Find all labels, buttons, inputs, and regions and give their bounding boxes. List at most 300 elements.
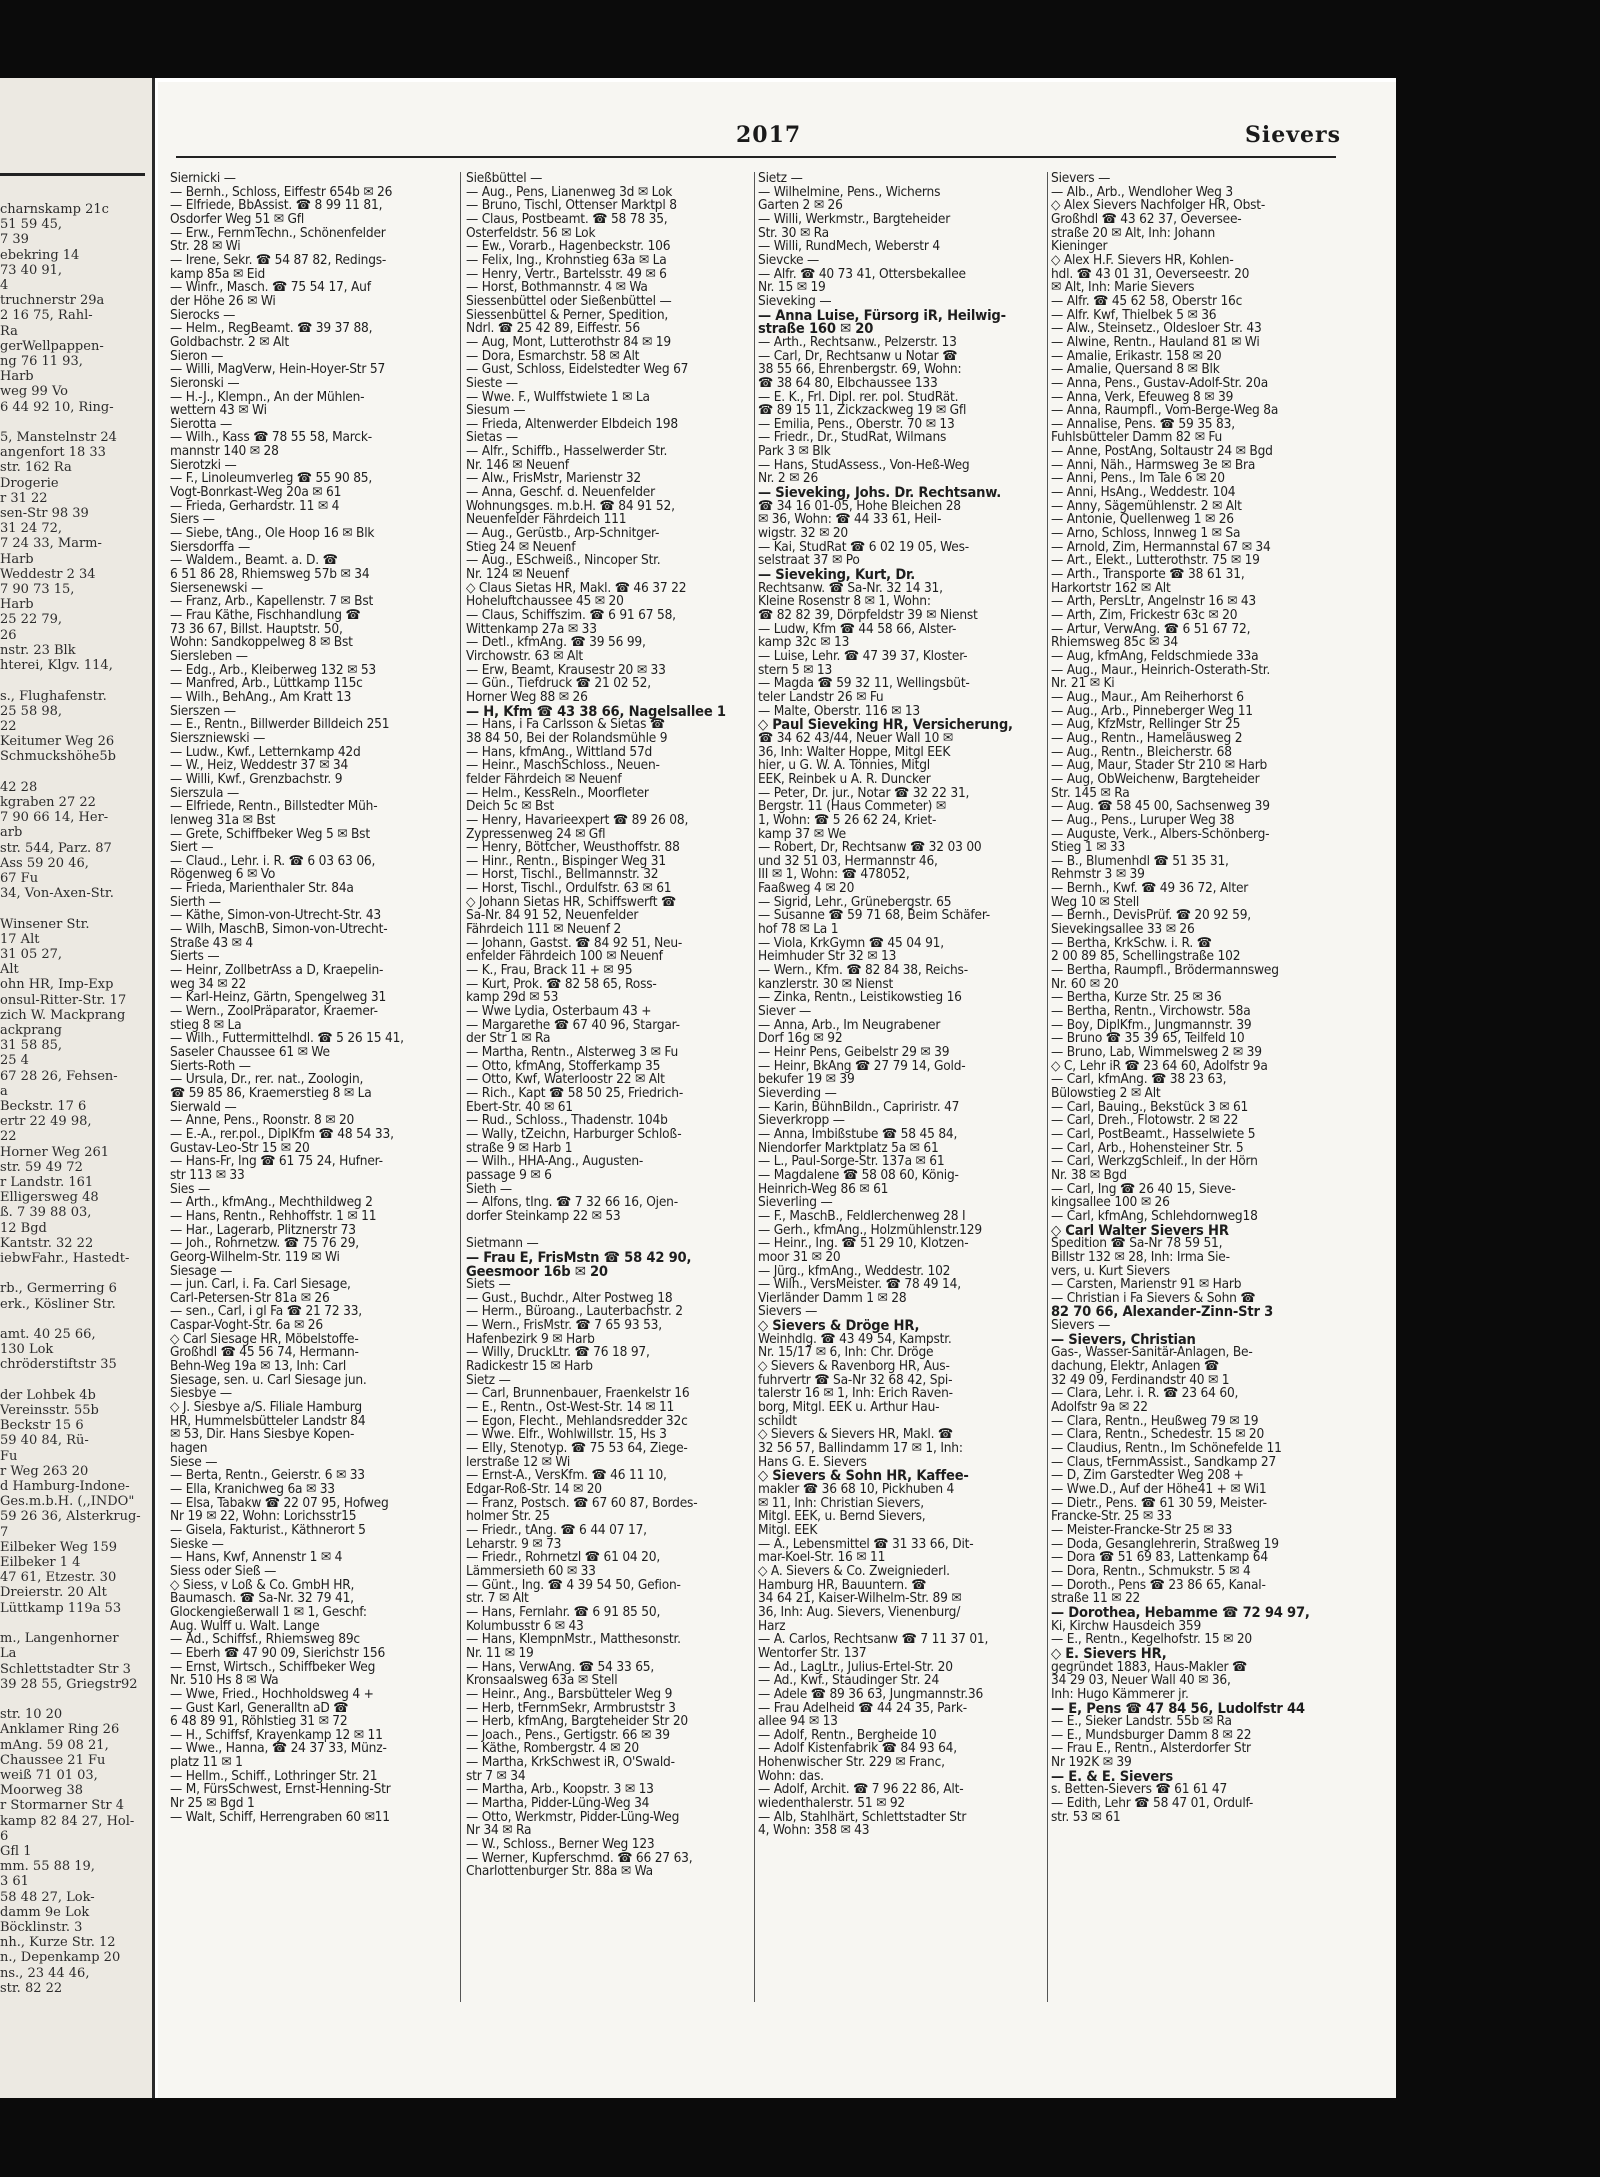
- directory-entry-line: straße 11 ✉ 22: [1051, 1590, 1141, 1607]
- directory-entry-line: Sieveking —: [758, 292, 832, 309]
- directory-entry-line: Dorf 16g ✉ 92: [758, 1030, 843, 1047]
- directory-entry-line: — Frau Adelheid ☎ 44 24 35, Park-: [758, 1699, 967, 1716]
- directory-entry-line: — Carl, WerkzgSchleif., In der Hörn: [1051, 1153, 1258, 1170]
- previous-page-line: nstr. 23 Blk: [0, 642, 76, 658]
- directory-entry-line: — Wilh., VersMeister. ☎ 78 49 14,: [758, 1276, 961, 1293]
- previous-page-line: damm 9e Lok: [0, 1904, 90, 1920]
- directory-entry-line: — E. K., Frl. Dipl. rer. pol. StudRät.: [758, 388, 959, 405]
- scan-border-bottom: [0, 2098, 1410, 2177]
- directory-entry-line: — Horst, Tischl., Bellmannstr. 32: [466, 866, 659, 883]
- directory-entry-line: — Carl, kfmAng. ☎ 38 23 63,: [1051, 1071, 1227, 1088]
- directory-entry-line: — Arno, Schloss, Innweg 1 ✉ Sa: [1051, 525, 1241, 542]
- directory-entry-line: vers, u. Kurt Sievers: [1051, 1262, 1170, 1279]
- directory-entry-line: Aug. Wulff u. Walt. Lange: [170, 1617, 320, 1634]
- previous-page-line: Moorweg 38: [0, 1783, 83, 1799]
- directory-entry-line: — Helm., KessReln., Moorfleter: [466, 784, 649, 801]
- previous-page-line: 7 90 66 14, Her-: [0, 810, 109, 826]
- directory-entry-line: Sievekingsallee 33 ✉ 26: [1051, 921, 1195, 938]
- directory-entry-line: — Frau Käthe, Fischhandlung ☎: [170, 607, 361, 623]
- directory-entry-line: — Wwe. Elfr., Wohlwillstr. 15, Hs 3: [466, 1426, 667, 1443]
- directory-entry-line: — Aug. ☎ 58 45 00, Sachsenweg 39: [1051, 798, 1270, 815]
- directory-entry-line: — Martha, Pidder-Lüng-Weg 34: [466, 1795, 650, 1812]
- directory-entry-line: mannstr 140 ✉ 28: [170, 443, 279, 460]
- directory-entry-line: — Ad., LagLtr., Julius-Ertel-Str. 20: [758, 1658, 953, 1675]
- previous-page-text: [0, 202, 150, 1996]
- directory-entry-line: Fährdeich 111 ✉ Neuenf 2: [466, 921, 622, 938]
- directory-entry-line: borg, Mitgl. EEK u. Arthur Hau-: [758, 1399, 940, 1416]
- directory-entry-line: Rögenweg 6 ✉ Vo: [170, 866, 276, 883]
- directory-entry-line: dachung, Elektr, Anlagen ☎: [1051, 1358, 1220, 1375]
- directory-entry-line: — Dorothea, Hebamme ☎ 72 94 97,: [1051, 1603, 1310, 1621]
- directory-entry-line: Faaßweg 4 ✉ 20: [758, 880, 855, 897]
- directory-entry-line: — Käthe, Rombergstr. 4 ✉ 20: [466, 1740, 640, 1757]
- previous-page-line: 6: [0, 1828, 9, 1844]
- previous-page-line: Harb: [0, 369, 34, 385]
- directory-entry-line: — Carl, kfmAng, Schlehdornweg18: [1051, 1207, 1258, 1224]
- directory-entry-line: ◇ Alex H.F. Sievers HR, Kohlen-: [1051, 251, 1234, 268]
- directory-entry-line: Siersleben —: [170, 647, 248, 664]
- directory-entry-line: — Doroth., Pens ☎ 23 86 65, Kanal-: [1051, 1576, 1266, 1593]
- directory-entry-line: — Hans, VerwAng. ☎ 54 33 65,: [466, 1658, 655, 1675]
- previous-page-line: m., Langenhorner: [0, 1631, 119, 1647]
- directory-entry-line: — Günt., Ing. ☎ 4 39 54 50, Gefion-: [466, 1576, 681, 1593]
- previous-page-line: mm. 55 88 19,: [0, 1859, 95, 1875]
- directory-entry-line: Nr. 2 ✉ 26: [758, 470, 819, 487]
- previous-page-line: Keitumer Weg 26: [0, 734, 115, 750]
- directory-entry-line: — Karin, BühnBildn., Capriristr. 47: [758, 1098, 960, 1115]
- previous-page-line: ebekring 14: [0, 247, 80, 263]
- previous-page-line: Winsener Str.: [0, 916, 90, 932]
- directory-entry-line: — Heinr., Ing. ☎ 51 29 10, Klotzen-: [758, 1235, 969, 1252]
- directory-entry-line: mar-Koel-Str. 16 ✉ 11: [758, 1549, 886, 1566]
- directory-entry-line: Mitgl. EEK: [758, 1521, 818, 1538]
- directory-entry-line: — Wwe. F., Wulffstwiete 1 ✉ La: [466, 388, 650, 405]
- directory-entry-line: 73 36 67, Billst. Hauptstr. 50,: [170, 620, 343, 637]
- directory-entry-line: — Bertha, Kurze Str. 25 ✉ 36: [1051, 989, 1222, 1006]
- directory-entry-line: — Frieda, Gerhardstr. 11 ✉ 4: [170, 497, 340, 514]
- directory-entry-line: — E, Pens ☎ 47 84 56, Ludolfstr 44: [1051, 1699, 1305, 1717]
- directory-entry-line: — Aug., Rentn., Bleicherstr. 68: [1051, 743, 1232, 760]
- directory-entry-line: — E., Sieker Landstr. 55b ✉ Ra: [1051, 1713, 1232, 1730]
- directory-entry-line: — Gisela, Fakturist., Käthnerort 5: [170, 1521, 366, 1538]
- directory-entry-line: makler ☎ 36 68 10, Pickhuben 4: [758, 1481, 955, 1497]
- directory-entry-line: Ebert-Str. 40 ✉ 61: [466, 1098, 573, 1115]
- directory-entry-line: — Zinka, Rentn., Leistikowstieg 16: [758, 989, 962, 1006]
- directory-entry-line: Kieninger: [1051, 238, 1108, 255]
- directory-entry-line: der Höhe 26 ✉ Wi: [170, 292, 276, 309]
- previous-page-line: Elligersweg 48: [0, 1190, 99, 1206]
- directory-entry-line: Siever —: [758, 1003, 811, 1020]
- directory-entry-line: — Erw, Beamt, Krausestr 20 ✉ 33: [466, 661, 666, 678]
- directory-entry-line: — Gust Karl, Generalltn aD ☎: [170, 1699, 349, 1716]
- directory-entry-line: — Kai, StudRat ☎ 6 02 19 05, Wes-: [758, 538, 969, 555]
- previous-page-line: s., Flughafenstr.: [0, 688, 107, 704]
- directory-entry-line: — Artur, VerwAng. ☎ 6 51 67 72,: [1051, 620, 1251, 637]
- directory-entry-line: stieg 8 ✉ La: [170, 1016, 242, 1033]
- directory-entry-line: Vogt-Bonrkast-Weg 20a ✉ 61: [170, 484, 342, 501]
- directory-entry-line: 38 55 66, Ehrenbergstr. 69, Wohn:: [758, 361, 962, 378]
- directory-entry-line: Großhdl ☎ 43 62 37, Oeversee-: [1051, 210, 1242, 227]
- directory-entry-line: 34 64 21, Kaiser-Wilhelm-Str. 89 ✉: [758, 1590, 962, 1607]
- previous-page-line: a: [0, 1083, 8, 1099]
- directory-entry-line: platz 11 ✉ 1: [170, 1754, 243, 1771]
- directory-entry-line: — Anna, Raumpfl., Vom-Berge-Weg 8a: [1051, 402, 1279, 419]
- directory-entry-line: — Hinr., Rentn., Bispinger Weg 31: [466, 852, 666, 869]
- directory-entry-line: Siessenbüttel & Perner, Spedition,: [466, 306, 669, 323]
- previous-page-line: 25 4: [0, 1053, 29, 1069]
- directory-entry-line: — B., Blumenhdl ☎ 51 35 31,: [1051, 852, 1229, 869]
- directory-entry-line: — E., Mundsburger Damm 8 ✉ 22: [1051, 1726, 1252, 1743]
- directory-entry-line: Nr. 11 ✉ 19: [466, 1644, 534, 1661]
- directory-entry-line: EEK, Reinbek u A. R. Duncker: [758, 770, 931, 787]
- column-divider: [460, 172, 461, 2002]
- directory-entry-line: Sierts —: [170, 948, 220, 965]
- directory-entry-line: — Hellm., Schiff., Lothringer Str. 21: [170, 1767, 378, 1784]
- directory-entry-line: — Willy, DruckLtr. ☎ 76 18 97,: [466, 1344, 650, 1361]
- directory-entry-line: — Grete, Schiffbeker Weg 5 ✉ Bst: [170, 825, 370, 842]
- directory-entry-line: Glockengießerwall 1 ✉ 1, Geschf:: [170, 1603, 367, 1620]
- directory-entry-line: — Arth, PersLtr, Angelnstr 16 ✉ 43: [1051, 593, 1256, 610]
- previous-page-line: erk., Kösliner Str.: [0, 1296, 116, 1312]
- directory-entry-line: ☎ 34 16 01-05, Hohe Bleichen 28: [758, 497, 961, 514]
- directory-entry-line: Sierszen —: [170, 702, 236, 719]
- previous-page-line: sen-Str 98 39: [0, 506, 89, 522]
- directory-entry-line: Neuenfelder Fährdeich 111: [466, 511, 627, 528]
- directory-entry-line: Virchowstr. 63 ✉ Alt: [466, 647, 583, 664]
- directory-entry-line: Sießbüttel —: [466, 172, 543, 186]
- directory-entry-line: Goldbachstr. 2 ✉ Alt: [170, 333, 289, 350]
- directory-entry-line: 6 51 86 28, Rhiemsweg 57b ✉ 34: [170, 566, 370, 583]
- previous-page-line: Chaussee 21 Fu: [0, 1752, 106, 1768]
- directory-entry-line: Sieron —: [170, 347, 224, 364]
- directory-entry-line: Sietmann —: [466, 1235, 539, 1252]
- directory-entry-line: — Bertha, KrkSchw. i. R. ☎: [1051, 934, 1212, 951]
- directory-entry-line: — Winfr., Masch. ☎ 75 54 17, Auf: [170, 279, 371, 296]
- directory-entry-line: Bülowstieg 2 ✉ Alt: [1051, 1084, 1161, 1101]
- directory-entry-line: Siesage —: [170, 1262, 233, 1279]
- previous-page-line: 7 39: [0, 232, 29, 248]
- previous-page-line: 4: [0, 278, 9, 294]
- directory-entry-line: ☎ 38 64 80, Elbchaussee 133: [758, 374, 938, 391]
- directory-entry-line: — Carl, Brunnenbauer, Fraenkelstr 16: [466, 1385, 690, 1402]
- directory-entry-line: — Elfriede, BbAssist. ☎ 8 99 11 81,: [170, 197, 383, 214]
- directory-entry-line: kamp 37 ✉ We: [758, 825, 846, 842]
- directory-entry-line: Großhdl ☎ 45 56 74, Hermann-: [170, 1344, 359, 1361]
- previous-page-line: str. 10 20: [0, 1707, 63, 1723]
- directory-entry-line: — Rud., Schloss., Thadenstr. 104b: [466, 1112, 668, 1129]
- directory-entry-line: Spedition ☎ Sa-Nr 78 59 51,: [1051, 1235, 1223, 1252]
- directory-entry-line: weg 34 ✉ 22: [170, 975, 247, 992]
- directory-entry-line: — Herb, tFernmSekr, Armbruststr 3: [466, 1699, 676, 1716]
- directory-entry-line: — Ella, Kranichweg 6a ✉ 33: [170, 1481, 335, 1497]
- scan-border-top: [0, 0, 1410, 78]
- directory-entry-line: — Anni, HsAng., Weddestr. 104: [1051, 484, 1236, 501]
- directory-entry-line: Nr. 124 ✉ Neuenf: [466, 566, 569, 583]
- previous-page-line: Fu: [0, 1448, 18, 1464]
- directory-entry-line: Sieronski —: [170, 374, 240, 391]
- previous-page-line: 59 40 84, Rü-: [0, 1433, 89, 1449]
- directory-entry-line: — Magda ☎ 59 32 11, Wellingsbüt-: [758, 675, 970, 692]
- previous-page-line: 26: [0, 627, 17, 643]
- directory-entry-line: — Ursula, Dr., rer. nat., Zoologin,: [170, 1071, 364, 1088]
- directory-entry-line: — Wwe Lydia, Osterbaum 43 +: [466, 1003, 652, 1020]
- directory-entry-line: — Bruno, Lab, Wimmelsweg 2 ✉ 39: [1051, 1044, 1262, 1060]
- directory-entry-line: — Bernh., Kwf. ☎ 49 36 72, Alter: [1051, 880, 1249, 897]
- directory-entry-line: ◇ Siess, v Loß & Co. GmbH HR,: [170, 1576, 355, 1593]
- directory-entry-line: — Malte, Oberstr. 116 ✉ 13: [758, 702, 921, 719]
- directory-entry-line: — Martha, Arb., Koopstr. 3 ✉ 13: [466, 1781, 654, 1798]
- directory-entry-line: Sievers —: [1051, 1317, 1111, 1334]
- directory-entry-line: Inh: Hugo Kämmerer jr.: [1051, 1685, 1189, 1702]
- directory-entry-line: Adolfstr 9a ✉ 22: [1051, 1399, 1148, 1416]
- directory-entry-line: — Ew., Vorarb., Hagenbeckstr. 106: [466, 238, 671, 255]
- directory-entry-line: — Jürg., kfmAng., Weddestr. 102: [758, 1262, 951, 1279]
- directory-entry-line: — Hans, StudAssess., Von-Heß-Weg: [758, 456, 970, 473]
- directory-entry-line: — Adolf, Archit. ☎ 7 96 22 86, Alt-: [758, 1781, 964, 1798]
- previous-page-line: 2 16 75, Rahl-: [0, 308, 93, 324]
- directory-entry-line: — Frau E., Rentn., Alsterdorfer Str: [1051, 1740, 1251, 1757]
- previous-page-line: Weddestr 2 34: [0, 566, 96, 582]
- directory-entry-line: 36, Inh: Walter Hoppe, Mitgl EEK: [758, 743, 951, 760]
- directory-entry-line: — Aug., Maur., Am Reiherhorst 6: [1051, 688, 1244, 705]
- previous-page-line: str. 59 49 72: [0, 1159, 83, 1175]
- directory-entry-line: — E.-A., rer.pol., DiplKfm ☎ 48 54 33,: [170, 1125, 394, 1142]
- directory-entry-line: — Friedr., tAng. ☎ 6 44 07 17,: [466, 1521, 647, 1538]
- directory-entry-line: hagen: [170, 1440, 208, 1457]
- directory-entry-line: — Alfr. ☎ 40 73 41, Ottersbekallee: [758, 265, 966, 282]
- directory-entry-line: — Christian i Fa Sievers & Sohn ☎: [1051, 1289, 1256, 1306]
- directory-entry-line: — Franz, Arb., Kapellenstr. 7 ✉ Bst: [170, 593, 374, 610]
- directory-entry-line: Siesum —: [466, 402, 526, 419]
- directory-entry-line: — Elsa, Tabakw ☎ 22 07 95, Hofweg: [170, 1494, 389, 1511]
- directory-entry-line: Wohn: Sandkoppelweg 8 ✉ Bst: [170, 634, 353, 651]
- directory-entry-line: Bergstr. 11 (Haus Commeter) ✉: [758, 798, 946, 815]
- directory-entry-line: — Anni, Näh., Harmsweg 3e ✉ Bra: [1051, 456, 1256, 473]
- previous-page-line: truchnerstr 29a: [0, 293, 105, 309]
- directory-entry-line: Siets —: [466, 1276, 511, 1293]
- directory-entry-line: — Carl, Ing ☎ 26 40 15, Sieve-: [1051, 1180, 1236, 1197]
- directory-entry-line: teler Landstr 26 ✉ Fu: [758, 688, 884, 705]
- directory-entry-line: — Felix, Ing., Krohnstieg 63a ✉ La: [466, 251, 667, 268]
- directory-entry-line: Nr 192K ✉ 39: [1051, 1754, 1132, 1771]
- directory-entry-line: — Hans, i Fa Carlsson & Sietas ☎: [466, 716, 665, 733]
- directory-entry-line: — Clara, Lehr. i. R. ☎ 23 64 60,: [1051, 1385, 1239, 1402]
- directory-entry-line: Nr. 38 ✉ Bgd: [1051, 1166, 1127, 1183]
- previous-page-line: 17 Alt: [0, 931, 40, 947]
- directory-entry-line: Siess oder Sieß —: [170, 1562, 277, 1579]
- directory-entry-line: ◇ J. Siesbye a/S. Filiale Hamburg: [170, 1399, 362, 1416]
- previous-page-line: 7: [0, 1524, 9, 1540]
- directory-entry-line: ◇ Carl Siesage HR, Möbelstoffe-: [170, 1330, 359, 1347]
- directory-entry-line: — Herb, kfmAng, Bargteheider Str 20: [466, 1713, 689, 1730]
- directory-entry-line: 2 00 89 85, Schellingstraße 102: [1051, 948, 1241, 965]
- directory-entry-line: — Antonie, Quellenweg 1 ✉ 26: [1051, 511, 1234, 528]
- previous-page-line: str. 544, Parz. 87: [0, 840, 112, 856]
- previous-page-line: r Stormarner Str 4: [0, 1798, 124, 1814]
- directory-entry-line: Nr. 146 ✉ Neuenf: [466, 456, 569, 473]
- directory-entry-line: — Wilh., Futtermittelhdl. ☎ 5 26 15 41,: [170, 1030, 404, 1047]
- directory-entry-line: — Wilhelmine, Pens., Wicherns: [758, 183, 941, 200]
- directory-entry-line: HR, Hummelsbütteler Landstr 84: [170, 1412, 366, 1429]
- directory-entry-line: — H, Kfm ☎ 43 38 66, Nagelsallee 1: [466, 702, 726, 720]
- directory-entry-line: Hafenbezirk 9 ✉ Harb: [466, 1330, 595, 1347]
- directory-entry-line: — Joh., Rohrnetzw. ☎ 75 76 29,: [170, 1235, 359, 1252]
- directory-entry-line: Kolumbusstr 6 ✉ 43: [466, 1617, 584, 1634]
- directory-entry-line: Zypressenweg 24 ✉ Gfl: [466, 825, 606, 842]
- directory-entry-line: — E., Rentn., Kegelhofstr. 15 ✉ 20: [1051, 1631, 1252, 1648]
- directory-entry-line: 36, Inh: Aug. Sievers, Vienenburg/: [758, 1603, 961, 1620]
- directory-entry-line: — Aug., Maur., Heinrich-Osterath-Str.: [1051, 661, 1271, 678]
- directory-entry-line: — Ludw., Kwf., Letternkamp 42d: [170, 743, 361, 760]
- directory-entry-line: Str. 30 ✉ Ra: [758, 224, 829, 241]
- directory-column-2: [466, 172, 749, 2072]
- directory-entry-line: — Heinr Pens, Geibelstr 29 ✉ 39: [758, 1044, 950, 1060]
- directory-entry-line: — Frau E, FrisMstn ☎ 58 42 90,: [466, 1248, 692, 1266]
- previous-page-line: Harb: [0, 551, 34, 567]
- directory-entry-line: — Egon, Flecht., Mehlandsredder 32c: [466, 1412, 688, 1429]
- directory-entry-line: — Friedr., Rohrnetzl ☎ 61 04 20,: [466, 1549, 661, 1566]
- directory-entry-line: — Friedr., Dr., StudRat, Wilmans: [758, 429, 947, 446]
- directory-entry-line: Rehmstr 3 ✉ 39: [1051, 866, 1145, 883]
- directory-entry-line: Siernicki —: [170, 172, 236, 186]
- directory-entry-line: hier, u G. W. A. Tönnies, Mitgl: [758, 757, 930, 774]
- previous-page-line: [0, 1266, 150, 1281]
- directory-column-1: [170, 172, 454, 2072]
- directory-entry-line: — Carsten, Marienstr 91 ✉ Harb: [1051, 1276, 1242, 1293]
- directory-entry-line: — Hans, Fernlahr. ☎ 6 91 85 50,: [466, 1603, 661, 1620]
- directory-entry-line: Georg-Wilhelm-Str. 119 ✉ Wi: [170, 1248, 340, 1265]
- directory-entry-line: Harz: [758, 1617, 786, 1634]
- previous-page-line: 22: [0, 718, 17, 734]
- directory-entry-line: — Hans, kfmAng., Wittland 57d: [466, 743, 653, 760]
- directory-entry-line: ◇ E. Sievers HR,: [1051, 1644, 1167, 1662]
- directory-entry-line: Sieske —: [170, 1535, 224, 1552]
- directory-entry-line: Straße 43 ✉ 4: [170, 934, 253, 951]
- directory-entry-line: — Art., Elekt., Lutterothstr. 75 ✉ 19: [1051, 552, 1260, 569]
- directory-entry-line: — Alb, Stahlhärt, Schlettstadter Str: [758, 1808, 967, 1825]
- directory-entry-line: — Ad., Kwf., Staudinger Str. 24: [758, 1672, 940, 1689]
- directory-entry-line: — Anni, Pens., Im Tale 6 ✉ 20: [1051, 470, 1225, 487]
- directory-entry-line: — Otto, Werkmstr, Pidder-Lüng-Weg: [466, 1808, 680, 1825]
- directory-entry-line: ✉ 11, Inh: Christian Sievers,: [758, 1494, 924, 1511]
- directory-entry-line: — Alfons, tIng. ☎ 7 32 66 16, Ojen-: [466, 1194, 678, 1211]
- directory-entry-line: — Gust., Buchdr., Alter Postweg 18: [466, 1289, 673, 1306]
- directory-entry-line: — Bernh., Schloss, Eiffestr 654b ✉ 26: [170, 183, 393, 200]
- previous-page-line: gerWellpappen-: [0, 338, 104, 354]
- directory-entry-line: — Walt, Schiff, Herrengraben 60 ✉11: [170, 1808, 390, 1825]
- previous-page-line: der Lohbek 4b: [0, 1387, 96, 1403]
- previous-page-line: Gfl 1: [0, 1843, 32, 1859]
- directory-entry-line: — Har., Lagerarb, Plitznerstr 73: [170, 1221, 356, 1238]
- directory-entry-line: talerstr 16 ✉ 1, Inh: Erich Raven-: [758, 1385, 953, 1402]
- previous-page-line: Eilbeker Weg 159: [0, 1539, 117, 1555]
- directory-entry-line: — Sieveking, Kurt, Dr.: [758, 566, 916, 584]
- previous-page-line: weg 99 Vo: [0, 384, 68, 400]
- directory-entry-line: Sies —: [170, 1180, 210, 1197]
- directory-entry-line: Siers —: [170, 511, 215, 528]
- previous-page-line: [0, 1616, 150, 1631]
- directory-entry-line: — Ernst-A., VersKfm. ☎ 46 11 10,: [466, 1467, 667, 1484]
- directory-entry-line: — Johann, Gastst. ☎ 84 92 51, Neu-: [466, 934, 683, 951]
- directory-entry-line: — Anne, Pens., Roonstr. 8 ✉ 20: [170, 1112, 355, 1129]
- directory-entry-line: — Dora, Esmarchstr. 58 ✉ Alt: [466, 347, 640, 364]
- directory-entry-line: Saseler Chaussee 61 ✉ We: [170, 1044, 330, 1060]
- directory-entry-line: s. Betten-Sievers ☎ 61 61 47: [1051, 1781, 1228, 1798]
- directory-entry-line: — Adele ☎ 89 36 63, Jungmannstr.36: [758, 1685, 984, 1702]
- previous-page-line: Beckstr 15 6: [0, 1418, 84, 1434]
- directory-entry-line: — Sigrid, Lehr., Grünebergstr. 65: [758, 893, 952, 910]
- previous-page-line: Schlettstadter Str 3: [0, 1661, 131, 1677]
- directory-entry-line: — E., Rentn., Billwerder Billdeich 251: [170, 716, 390, 733]
- directory-entry-line: — Anna Luise, Fürsorg iR, Heilwig-: [758, 306, 1006, 324]
- directory-entry-line: Horner Weg 88 ✉ 26: [466, 688, 588, 705]
- directory-entry-line: moor 31 ✉ 20: [758, 1248, 841, 1265]
- directory-entry-line: — Ad., Schiffsf., Rhiemsweg 89c: [170, 1631, 360, 1648]
- directory-entry-line: — Ludw, Kfm ☎ 44 58 66, Alster-: [758, 620, 957, 637]
- directory-entry-line: — Wilh., Kass ☎ 78 55 58, Marck-: [170, 429, 372, 446]
- directory-entry-line: Sierth —: [170, 893, 221, 910]
- directory-entry-line: Heimhuder Str 32 ✉ 13: [758, 948, 897, 965]
- directory-entry-line: Nr. 15 ✉ 19: [758, 279, 826, 296]
- directory-entry-line: — Sievers, Christian: [1051, 1330, 1196, 1348]
- previous-page-line: weiß 71 01 03,: [0, 1767, 98, 1783]
- directory-entry-line: Nr 19 ✉ 22, Wohn: Lorichsstr15: [170, 1508, 357, 1525]
- previous-page-line: 25 58 98,: [0, 703, 63, 719]
- directory-entry-line: — Viola, KrkGymn ☎ 45 04 91,: [758, 934, 944, 951]
- previous-page-line: 22: [0, 1129, 17, 1145]
- directory-entry-line: Garten 2 ✉ 26: [758, 197, 843, 214]
- header-rule: [176, 156, 1336, 158]
- directory-entry-line: — Margarethe ☎ 67 40 96, Stargar-: [466, 1016, 680, 1033]
- directory-entry-line: III ✉ 1, Wohn: ☎ 478052,: [758, 866, 910, 883]
- previous-page-line: Beckstr. 17 6: [0, 1098, 87, 1114]
- directory-entry-line: Sievers —: [758, 1303, 818, 1320]
- previous-page-line: 59 26 36, Alsterkrug-: [0, 1509, 141, 1525]
- directory-entry-line: kamp 32c ✉ 13: [758, 634, 850, 651]
- directory-entry-line: Niendorfer Marktplatz 5a ✉ 61: [758, 1139, 939, 1156]
- directory-entry-line: — Carl, Dr, Rechtsanw u Notar ☎: [758, 347, 958, 364]
- directory-entry-line: wiedenthalerstr. 51 ✉ 92: [758, 1795, 906, 1812]
- directory-entry-line: ◇ Sievers & Dröge HR,: [758, 1317, 920, 1335]
- previous-page-line: d Hamburg-Indone-: [0, 1479, 130, 1495]
- directory-entry-line: — Carl, Dreh., Flotowstr. 2 ✉ 22: [1051, 1112, 1239, 1129]
- directory-entry-line: Rhiemsweg 85c ✉ 34: [1051, 634, 1178, 651]
- directory-entry-line: str 7 ✉ 34: [466, 1767, 526, 1784]
- previous-page-line: ß. 7 39 88 03,: [0, 1205, 92, 1221]
- directory-entry-line: dorfer Steinkamp 22 ✉ 53: [466, 1207, 621, 1224]
- previous-page-line: Schmuckshöhe5b: [0, 749, 116, 765]
- directory-entry-line: Nr 34 ✉ Ra: [466, 1822, 532, 1839]
- directory-entry-line: straße 9 ✉ Harb 1: [466, 1139, 573, 1156]
- directory-entry-line: — Käthe, Simon-von-Utrecht-Str. 43: [170, 907, 382, 924]
- directory-entry-line: Sierotzki —: [170, 456, 237, 473]
- directory-entry-line: Siersenewski —: [170, 579, 264, 596]
- previous-page-line: onsul-Ritter-Str. 17: [0, 992, 127, 1008]
- directory-entry-line: Sieverkropp —: [758, 1112, 845, 1129]
- directory-entry-line: Kronsaalsweg 63a ✉ Stell: [466, 1672, 618, 1689]
- column-divider: [1047, 172, 1048, 2002]
- directory-entry-line: — H., Schiffsf, Krayenkamp 12 ✉ 11: [170, 1726, 383, 1743]
- directory-entry-line: — A. Carlos, Rechtsanw ☎ 7 11 37 01,: [758, 1631, 989, 1648]
- directory-entry-line: kingsallee 100 ✉ 26: [1051, 1194, 1170, 1211]
- directory-entry-line: — Karl-Heinz, Gärtn, Spengelweg 31: [170, 989, 387, 1006]
- previous-page-line: [0, 673, 150, 688]
- directory-entry-line: kanzlerstr. 30 ✉ Nienst: [758, 975, 894, 992]
- directory-entry-line: kamp 85a ✉ Eid: [170, 265, 266, 282]
- directory-entry-line: Billstr 132 ✉ 28, Inh: Irma Sie-: [1051, 1248, 1230, 1265]
- directory-entry-line: — Claus, Schiffszim. ☎ 6 91 67 58,: [466, 607, 676, 623]
- previous-page-line: zich W. Mackprang: [0, 1007, 126, 1023]
